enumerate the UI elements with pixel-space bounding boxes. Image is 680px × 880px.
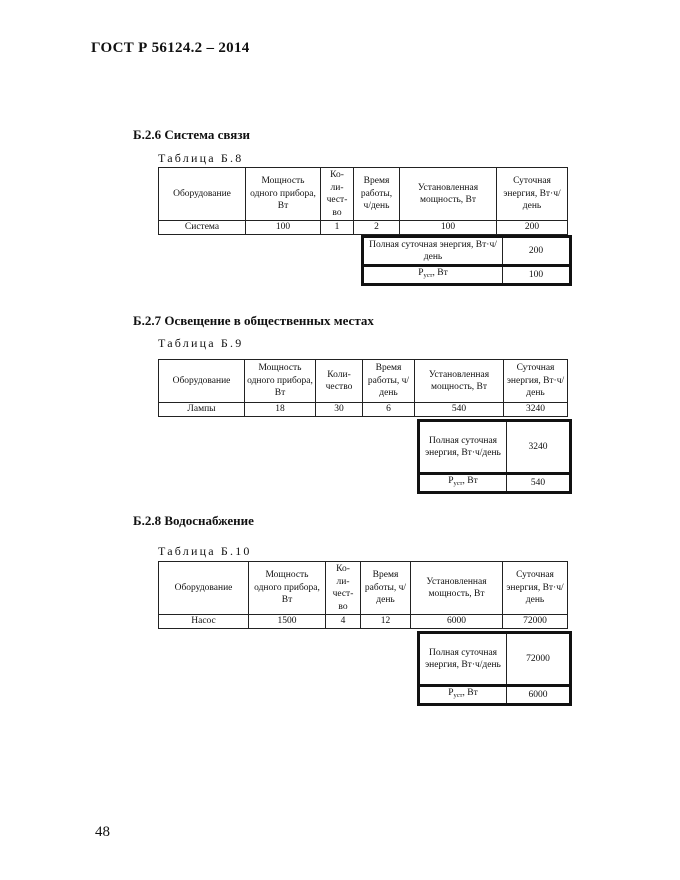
table-row [159, 403, 568, 417]
table-cell: Насос [159, 615, 249, 629]
table-cell: Система [159, 221, 246, 235]
table-cell: 30 [316, 403, 363, 417]
total-energy-value: 3240 [507, 421, 571, 474]
total-energy-label: Полная суточная энергия, Вт·ч/день [419, 633, 507, 686]
table-cell: 18 [245, 403, 316, 417]
installed-power-label: $P_{уст}$, Вт [419, 686, 507, 705]
column-header: Ко-ли-чест-во [326, 562, 361, 615]
section-heading-b27: Б.2.7 Освещение в общественных местах [133, 313, 374, 328]
column-header: Суточная энергия, Вт·ч/день [503, 562, 568, 615]
table-header-row [159, 360, 568, 403]
column-header: Мощность одного прибора, Вт [246, 168, 321, 221]
table-header-row [159, 168, 568, 221]
installed-power-label: $P_{уст}$, Вт [419, 474, 507, 493]
column-header: Установленная мощность, Вт [400, 168, 497, 221]
total-energy-label: Полная суточная энергия, Вт·ч/день [363, 237, 503, 266]
column-header: Оборудование [159, 168, 246, 221]
column-header: Установленная мощность, Вт [411, 562, 503, 615]
table-cell: 200 [497, 221, 568, 235]
column-header: Мощность одного прибора, Вт [249, 562, 326, 615]
column-header: Время работы, ч/день [361, 562, 411, 615]
table-caption-b8: Таблица Б.8 [158, 151, 244, 165]
column-header: Мощность одного прибора, Вт [245, 360, 316, 403]
column-header: Суточная энергия, Вт·ч/день [497, 168, 568, 221]
table-cell: 6000 [411, 615, 503, 629]
section-heading-b26: Б.2.6 Система связи [133, 127, 251, 142]
table-cell: 3240 [504, 403, 568, 417]
table-header-row [159, 562, 568, 615]
column-header: Ко-ли-чест-во [321, 168, 354, 221]
column-header: Время работы, ч/день [363, 360, 415, 403]
summary-table-b8 [361, 235, 572, 286]
column-header: Время работы, ч/день [354, 168, 400, 221]
column-header: Оборудование [159, 360, 245, 403]
installed-power-label: $P_{уст}$, Вт [363, 266, 503, 285]
table-cell: 1 [321, 221, 354, 235]
document-header: ГОСТ Р 56124.2 – 2014 [91, 40, 250, 56]
table-b8 [158, 167, 568, 235]
section-heading-b28: Б.2.8 Водоснабжение [133, 513, 254, 528]
column-header: Установленная мощность, Вт [415, 360, 504, 403]
table-row [159, 615, 568, 629]
installed-power-value: 540 [507, 474, 571, 493]
column-header: Оборудование [159, 562, 249, 615]
table-cell: 540 [415, 403, 504, 417]
column-header: Суточная энергия, Вт·ч/день [504, 360, 568, 403]
total-energy-value: 200 [503, 237, 571, 266]
table-caption-b10: Таблица Б.10 [158, 544, 252, 558]
table-b10 [158, 561, 568, 629]
table-cell: 4 [326, 615, 361, 629]
installed-power-value: 6000 [507, 686, 571, 705]
table-cell: 12 [361, 615, 411, 629]
table-caption-b9: Таблица Б.9 [158, 336, 244, 350]
table-cell: 2 [354, 221, 400, 235]
page-number: 48 [95, 824, 110, 840]
total-energy-value: 72000 [507, 633, 571, 686]
table-row [159, 221, 568, 235]
table-cell: 100 [400, 221, 497, 235]
summary-table-b9 [417, 419, 572, 494]
table-cell: Лампы [159, 403, 245, 417]
table-b9 [158, 359, 568, 417]
table-cell: 100 [246, 221, 321, 235]
summary-table-b10 [417, 631, 572, 706]
total-energy-label: Полная суточная энергия, Вт·ч/день [419, 421, 507, 474]
table-cell: 1500 [249, 615, 326, 629]
table-cell: 72000 [503, 615, 568, 629]
installed-power-value: 100 [503, 266, 571, 285]
table-cell: 6 [363, 403, 415, 417]
column-header: Коли-чество [316, 360, 363, 403]
